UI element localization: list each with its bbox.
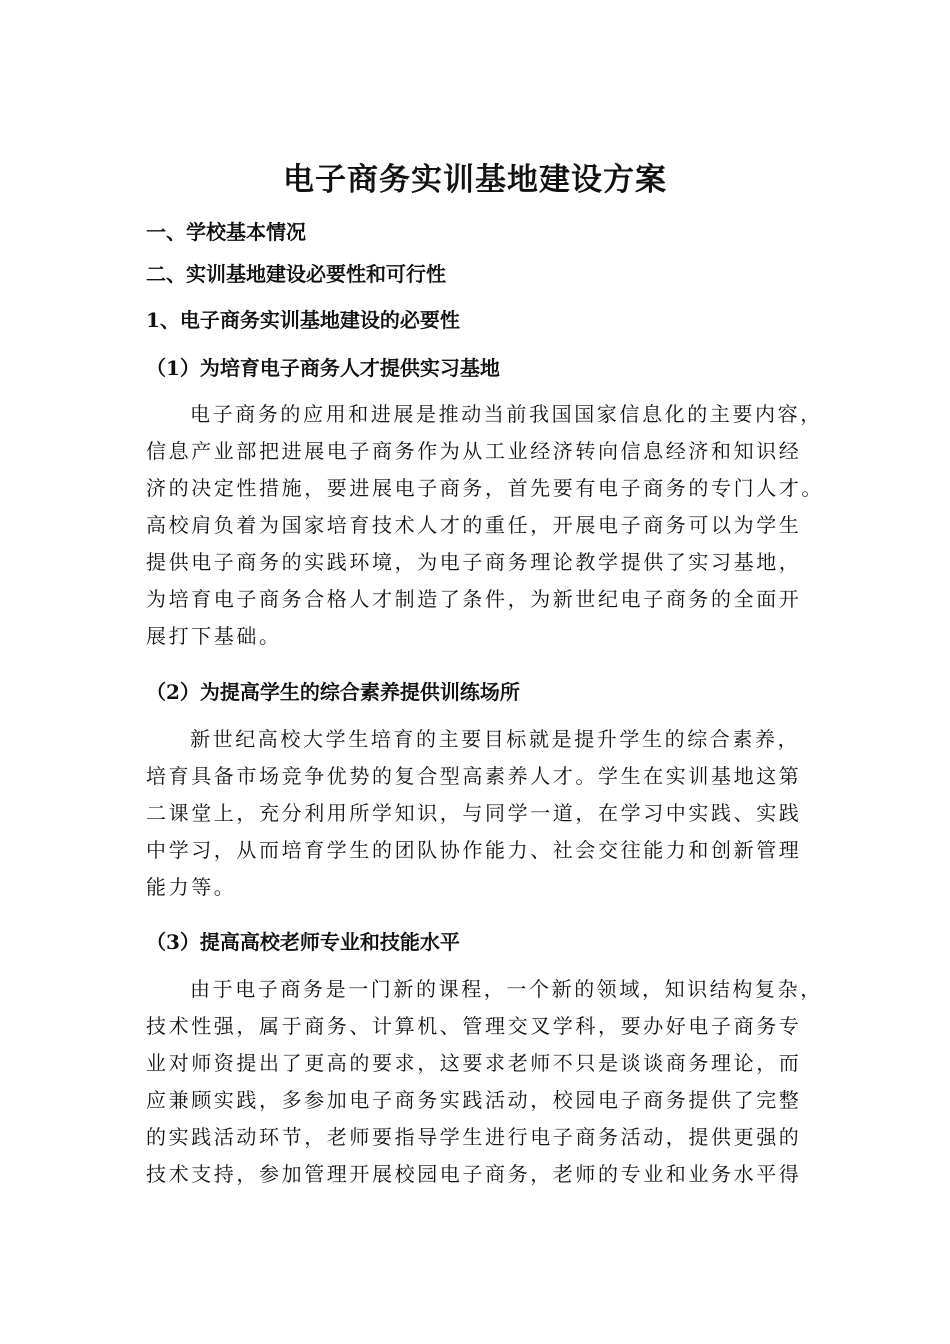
paragraph-line: 高校肩负着为国家培育技术人才的重任，开展电子商务可以为学生	[146, 513, 802, 537]
paragraph-line: 的实践活动环节，老师要指导学生进行电子商务活动，提供更强的	[146, 1125, 802, 1149]
paragraph-line: 技术支持，参加管理开展校园电子商务，老师的专业和业务水平得	[146, 1162, 802, 1186]
paragraph-line: 信息产业部把进展电子商务作为从工业经济转向信息经济和知识经	[146, 439, 802, 463]
paragraph-line: 展打下基础。	[146, 624, 282, 648]
paragraph-line: 能力等。	[146, 875, 237, 899]
subsection-heading-1: 1、电子商务实训基地建设的必要性	[146, 308, 460, 332]
paragraph-line: 技术性强，属于商务、计算机、管理交叉学科，要办好电子商务专	[146, 1014, 802, 1038]
section-heading-1: 一、学校基本情况	[146, 220, 306, 244]
paragraph-line: 应兼顾实践，多参加电子商务实践活动，校园电子商务提供了完整	[146, 1088, 802, 1112]
section-heading-2: 二、实训基地建设必要性和可行性	[146, 262, 446, 286]
paragraph-line: 济的决定性措施，要进展电子商务，首先要有电子商务的专门人才。	[146, 476, 824, 500]
paragraph-line: 为培育电子商务合格人才制造了条件，为新世纪电子商务的全面开	[146, 587, 802, 611]
sub-subsection-heading-1: （1）为培育电子商务人才提供实习基地	[146, 356, 500, 380]
paragraph-line: 中学习，从而培育学生的团队协作能力、社会交往能力和创新管理	[146, 838, 802, 862]
paragraph-line: 培育具备市场竞争优势的复合型高素养人才。学生在实训基地这第	[146, 764, 802, 788]
paragraph-line: 二课堂上，充分利用所学知识，与同学一道，在学习中实践、实践	[146, 801, 802, 825]
paragraph-line: 业对师资提出了更高的要求，这要求老师不只是谈谈商务理论，而	[146, 1051, 802, 1075]
paragraph-1	[146, 396, 824, 655]
paragraph-line: 电子商务的应用和进展是推动当前我国国家信息化的主要内容，	[190, 402, 823, 426]
sub-subsection-heading-2: （2）为提高学生的综合素养提供训练场所	[146, 680, 520, 704]
paragraph-line: 新世纪高校大学生培育的主要目标就是提升学生的综合素养，	[190, 727, 801, 751]
paragraph-3	[146, 971, 823, 1193]
paragraph-line: 由于电子商务是一门新的课程，一个新的领域，知识结构复杂，	[190, 977, 823, 1001]
document-title: 电子商务实训基地建设方案	[283, 162, 667, 198]
sub-subsection-heading-3: （3）提高高校老师专业和技能水平	[146, 930, 460, 954]
paragraph-2	[146, 721, 808, 906]
paragraph-line: 提供电子商务的实践环境，为电子商务理论教学提供了实习基地，	[146, 550, 802, 574]
